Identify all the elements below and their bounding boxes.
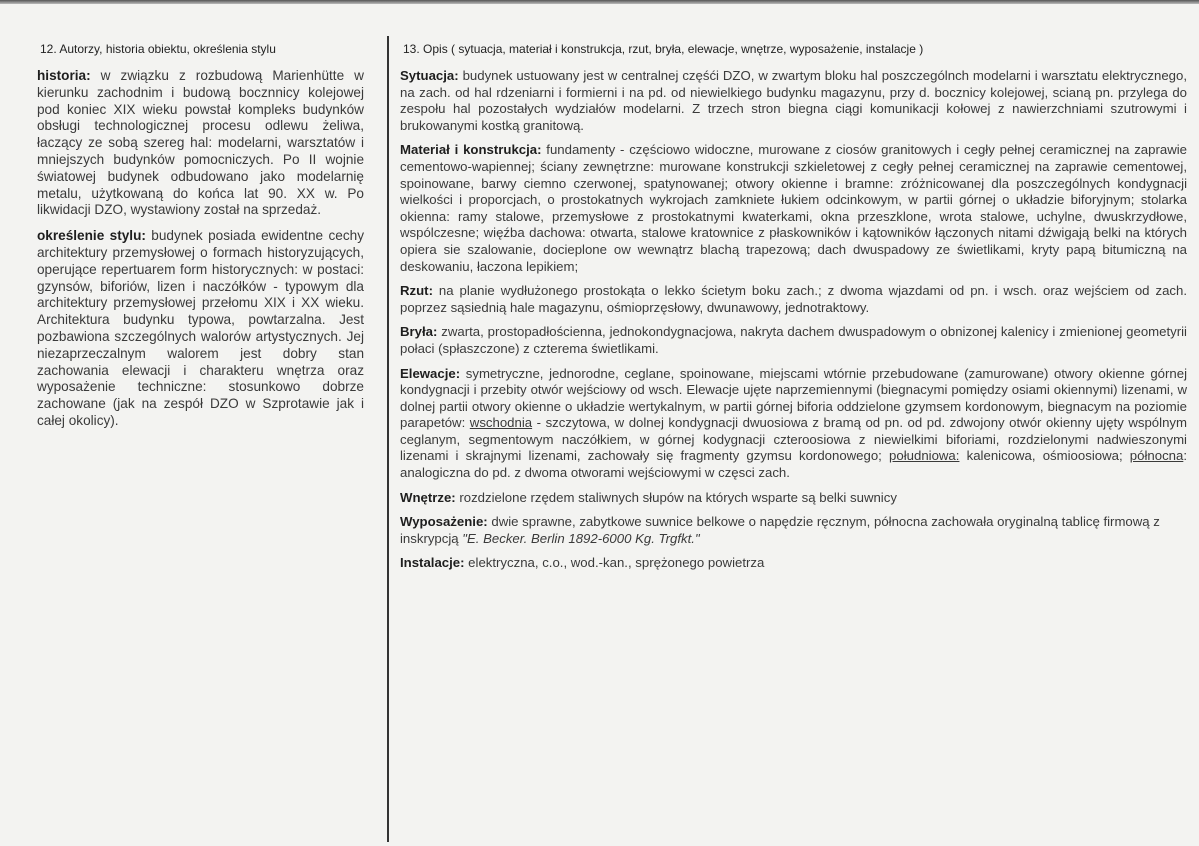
wyposazenie-text: dwie sprawne, zabytkowe suwnice belkowe o napędzie ręcznym, północna zachowała oryginalną tablicę firmową z inskrypcją	[400, 514, 1160, 546]
elewacje-paragraph	[400, 366, 1187, 482]
historia-paragraph	[37, 68, 364, 219]
elewacje-text-1: symetryczne, jednorodne, ceglane, spoinowane, miejscami wtórnie przebudowane (zamurowane) otwory okienne górnej kondygnacji i przebity otwór wejściowy od wsch. Elewacje ujęte naprzemiennymi (biegnacymi pomiędzy osiami okiennymi) lizenami, w dolnej partii otwory okienne o układzie wertykalnym, w partii górnej biforia oddzielone gzymsem kordonowym, biegnacym na poziomie parapetów:	[400, 365, 1187, 431]
wnetrze-text: rozdzielone rzędem staliwnych słupów na których wsparte są belki suwnicy	[455, 489, 897, 505]
section-12	[37, 42, 364, 439]
material-label: Materiał i konstrukcja:	[400, 142, 542, 158]
styl-label: określenie stylu:	[37, 228, 146, 244]
column-divider	[387, 36, 389, 842]
elewacje-text-3: kalenicowa, ośmioosiowa;	[959, 448, 1130, 464]
section-13	[400, 42, 1187, 580]
wyposazenie-paragraph	[400, 514, 1187, 547]
rzut-paragraph	[400, 283, 1187, 316]
bryla-paragraph	[400, 324, 1187, 357]
material-text: fundamenty - częściowo widoczne, murowane z ciosów granitowych i cegły pełnej ceramicznej na zaprawie cementowo-wapiennej; ściany zewnętrzne: murowane konstrukcji szkieletowej z cegły pełnej ceramicznej na zaprawie cementowej, spoinowane, barwy ciemno czerwonej, spatynowanej; otwory okienne i bramne: zróżnicowanej dla poszczególnych kondygnacji wielkości i proporcjach, o prostokatnych wykrojach zamkniete łukiem odcinkowym, w partii górnej o układzie biforyjnym; stolarka okienna: ramy stalowe, przemysłowe z prostokatnymi kwaterkami, okna przeszklone, wrota stalowe, uchylne, dwuskrzydłowe, wspólczesne; więźba dachowa: otwarta, stalowe kratownice z płaskowników i kątowników łączonych nitami dźwigają belki na których opiera sie szalowanie, docieplone ow wewnątrz blachą trapezową; dach dwuspadowy ze świetlikami, kryty papą bitumiczną na deskowaniu, łaczona lepikiem;	[400, 142, 1187, 274]
wyposazenie-inscription: "E. Becker. Berlin 1892-6000 Kg. Trgfkt."	[462, 530, 700, 546]
rzut-text: na planie wydłużonego prostokąta o lekko ścietym boku zach.; z dwoma wjazdami od pn. i wsch. oraz wejściem od zach. poprzez sąsiednią hale magazynu, ośmioprzęsłowy, dwunawowy, jednotraktowy.	[400, 283, 1187, 315]
bryla-text: zwarta, prostopadłościenna, jednokondygnacjowa, nakryta dachem dwuspadowym o obnizonej kalenicy i zmienionej geometyrii połaci (spłaszczone) z czterema świetlikami.	[400, 324, 1187, 356]
page-edge	[0, 0, 1199, 4]
elewacje-text-2: - szczytowa, w dolnej kondygnacji dwuosiowa z bramą od pn. od pd. zdwojony otwór okienny ujęty wspólnym ceglanym, segmentowym naczółkiem, w górnej kodygnacji czteroosiowa z niewielkimi biforiami, rozdzielonymi nadwieszonymi lizenami i skrajnymi lizenami, zachowały się fragmenty gzymsu kordonowego;	[400, 415, 1187, 464]
wnetrze-paragraph	[400, 490, 1187, 507]
elewacje-text-4: : analogiczna do pd. z dwoma otworami wejściowymi w częsci zach.	[400, 448, 1187, 481]
bryla-label: Bryła:	[400, 324, 438, 340]
section-12-header: 12. Autorzy, historia obiektu, określenia stylu	[40, 42, 276, 56]
styl-paragraph	[37, 228, 364, 430]
sytuacja-label: Sytuacja:	[400, 68, 459, 83]
elewacje-poludniowa: południowa:	[889, 448, 960, 464]
wyposazenie-label: Wyposażenie:	[400, 514, 488, 530]
instalacje-label: Instalacje:	[400, 555, 465, 571]
instalacje-paragraph	[400, 555, 1187, 572]
historia-text: w związku z rozbudową Marienhütte w kierunku zachodnim i budową bocznnicy kolejowej pod koniec XIX wieku powstał kompleks budynków obsługi technologicznej procesu odlewu żeliwa, łaczący ze sobą szereg hal: modelarni, warsztatów i mniejszych budynków pomocniczych. Po II wojnie światowej budynek odbudowano jako modelarnię metalu, użytkowaną do końca lat 90. XX w. Po likwidacji DZO, wystawiony został na sprzedaż.	[37, 68, 364, 218]
historia-label: historia:	[37, 68, 91, 83]
rzut-label: Rzut:	[400, 283, 433, 299]
elewacje-wschodnia: wschodnia	[469, 415, 533, 431]
wnetrze-label: Wnętrze:	[400, 489, 456, 505]
elewacje-polnocna: północna	[1129, 448, 1184, 464]
section-13-header: 13. Opis ( sytuacja, materiał i konstrukcja, rzut, bryła, elewacje, wnętrze, wyposażenie, instalacje )	[403, 42, 924, 56]
instalacje-text: elektryczna, c.o., wod.-kan., sprężonego powietrza	[464, 555, 765, 571]
elewacje-label: Elewacje:	[400, 365, 461, 381]
sytuacja-text: budynek ustuowany jest w centralnej częśći DZO, w zwartym bloku hal poszczególnch modelarni i warsztatu elektrycznego, na zach. od hal rdzeniarni i formierni i na pd. od niewielkiego budynku magazynu, przy d. bocznicy kolejowej, scianą pn. przylega do zespołu hal pozostałych wydziałów modelarni. Z trzech stron biegna ciągi komunikacji kołowej z nawierzchniami szutrowymi i brukowanymi kostką granitową.	[400, 68, 1187, 133]
styl-text: budynek posiada ewidentne cechy architektury przemysłowej o formach historyzujących, operujące repertuarem form historycznych: w postaci: gzynsów, biforiów, lizen i naczółków - typowym dla architektury przemysłowej przełomu XIX i XX wieku. Architektura budynku typowa, powtarzalna. Jest pozbawiona szczególnych walorów artystycznych. Jej niezaprzeczalnym walorem jest dobry stan zachowania elewacji i charakteru wnętrza oraz wyposażenie techniczne: stosunkowo dobrze zachowane (jak na zespół DZO w Szprotawie jak i całej okolicy).	[37, 228, 364, 428]
sytuacja-paragraph	[400, 68, 1187, 134]
material-paragraph	[400, 142, 1187, 275]
